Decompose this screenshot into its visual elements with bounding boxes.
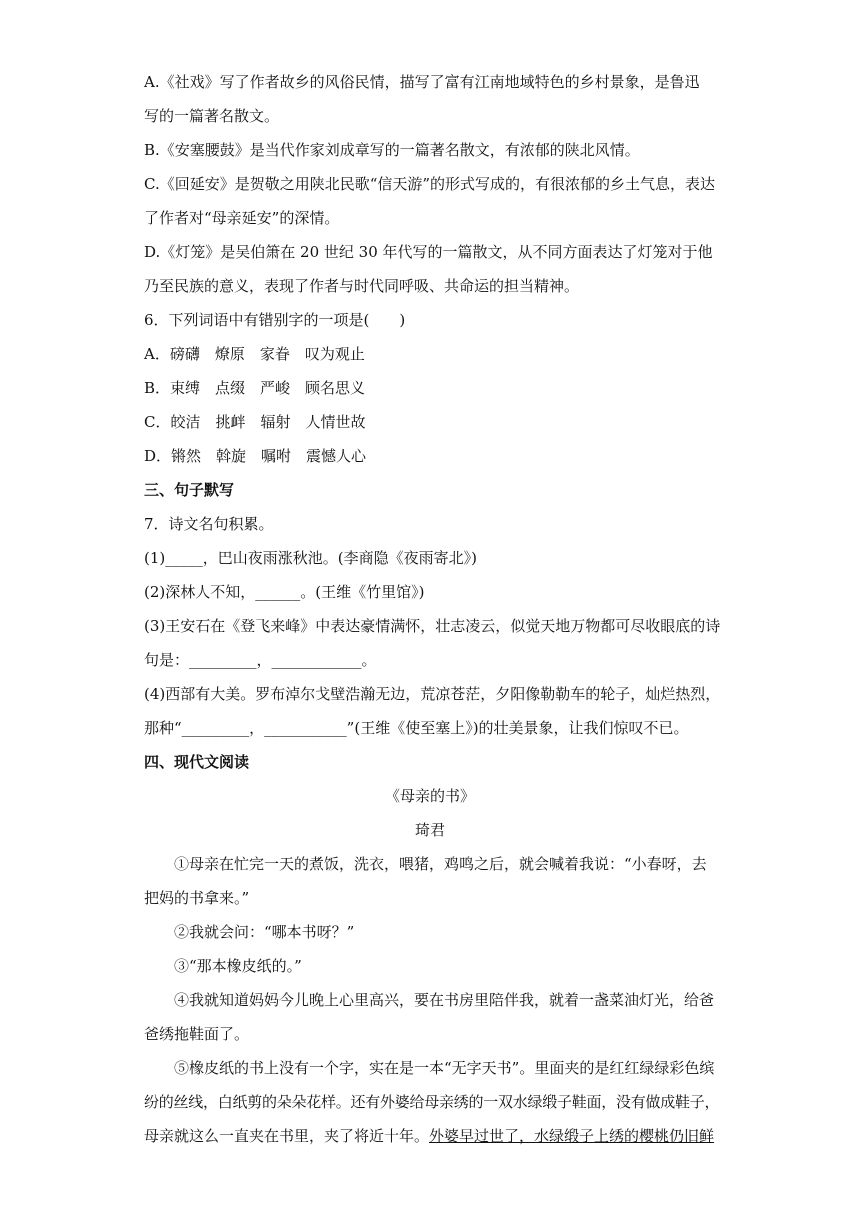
q5-option-d-line2: 乃至民族的意义，表现了作者与时代同呼吸、共命运的担当精神。: [144, 277, 580, 295]
paragraph-5-line1: ⑤橡皮纸的书上没有一个字，实在是一本“无字天书”。里面夹的是红红绿绿彩色缤: [174, 1059, 715, 1077]
q7-part-4-line2: 那种“_________，___________”(王维《使至塞上》)的壮美景象，让我们惊叹不已。: [144, 719, 689, 737]
section-4-heading: 四、现代文阅读: [144, 753, 250, 771]
q5-option-d-line1: D.《灯笼》是吴伯箫在 20 世纪 30 年代写的一篇散文，从不同方面表达了灯笼对于他: [144, 243, 713, 261]
article-author: 琦君: [414, 821, 445, 839]
paragraph-1-line1: ①母亲在忙完一天的煮饭，洗衣，喂猪，鸡鸣之后，就会喊着我说：“小春呀，去: [174, 855, 707, 873]
underlined-sentence: 外婆早过世了，水绿缎子上绣的樱桃仍旧鲜: [429, 1127, 715, 1145]
q6-option-c: C．皎洁 挑衅 辐射 人情世故: [144, 413, 366, 431]
q7-part-1: (1)_____，巴山夜雨涨秋池。(李商隐《夜雨寄北》): [144, 549, 477, 567]
section-3-heading: 三、句子默写: [144, 481, 235, 499]
question-7-stem: 7．诗文名句积累。: [144, 515, 274, 533]
paragraph-4-line1: ④我就知道妈妈今儿晚上心里高兴，要在书房里陪伴我，就着一盏菜油灯光，给爸: [174, 991, 715, 1009]
q7-part-3-line2: 句是：_________，____________。: [144, 651, 377, 669]
q5-option-b: B.《安塞腰鼓》是当代作家刘成章写的一篇著名散文，有浓郁的陕北风情。: [144, 141, 640, 159]
paragraph-4-line2: 爸绣拖鞋面了。: [144, 1025, 250, 1043]
question-6-stem: 6．下列词语中有错别字的一项是( ): [144, 311, 406, 329]
paragraph-5-line3: [144, 1126, 719, 1146]
paragraph-3: ③“那本橡皮纸的。”: [174, 957, 302, 975]
article-title: 《母亲的书》: [384, 787, 475, 805]
q6-option-b: B．束缚 点缀 严峻 顾名思义: [144, 379, 366, 397]
paragraph-2: ②我就会问：“哪本书呀？”: [174, 923, 355, 941]
paragraph-1-line2: 把妈的书拿来。”: [144, 889, 250, 907]
q5-option-a-line1: A.《社戏》写了作者故乡的风俗民情，描写了富有江南地域特色的乡村景象，是鲁迅: [144, 73, 700, 91]
q6-option-a: A．磅礴 燎原 家眷 叹为观止: [144, 345, 365, 363]
q5-option-a-line2: 写的一篇著名散文。: [144, 107, 280, 125]
paragraph-5-line2: 纷的丝线，白纸剪的朵朵花样。还有外婆给母亲绣的一双水绿缎子鞋面，没有做成鞋子，: [144, 1093, 720, 1111]
q5-option-c-line2: 了作者对“母亲延安”的深情。: [144, 209, 340, 227]
q6-option-d: D．锵然 斡旋 嘱咐 震憾人心: [144, 447, 367, 465]
q7-part-2: (2)深林人不知，______。(王维《竹里馆》): [144, 583, 425, 601]
q7-part-4-line1: (4)西部有大美。罗布淖尔戈壁浩瀚无边，荒凉苍茫，夕阳像勒勒车的轮子，灿烂热烈，: [144, 685, 721, 703]
q7-part-3-line1: (3)王安石在《登飞来峰》中表达豪情满怀，壮志凌云，似觉天地万物都可尽收眼底的诗: [144, 617, 721, 635]
q5-option-c-line1: C.《回延安》是贺敬之用陕北民歌“信天游”的形式写成的，有很浓郁的乡土气息，表达: [144, 175, 716, 193]
paragraph-5-line3-plain: 母亲就这么一直夹在书里，夹了将近十年。: [144, 1127, 430, 1145]
